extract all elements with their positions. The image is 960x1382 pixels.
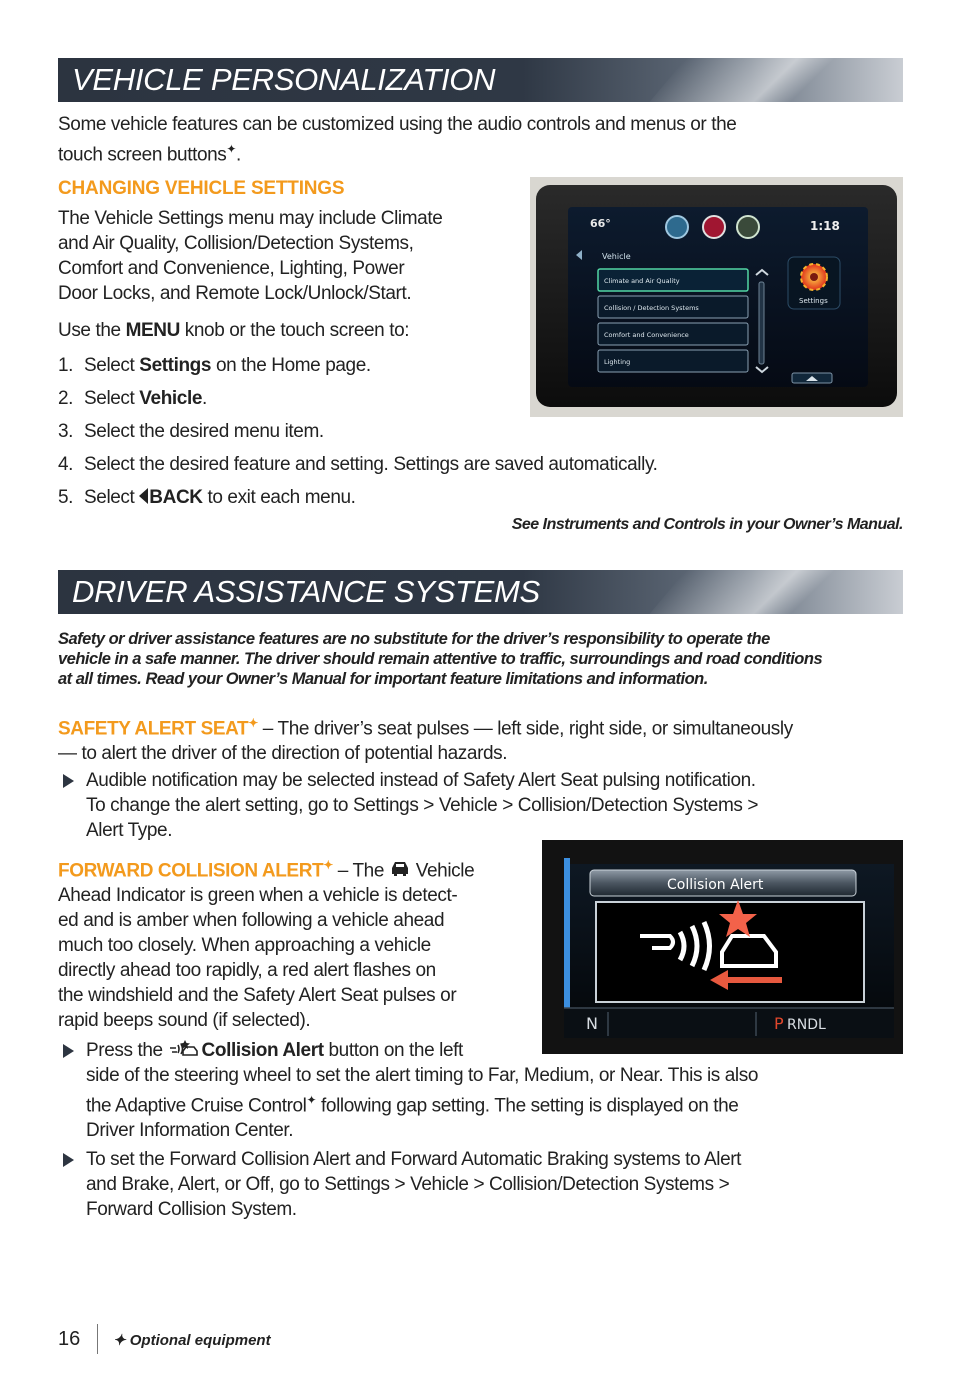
intro-line-2: touch screen buttons	[58, 144, 227, 166]
fca-line: Ahead Indicator is green when a vehicle is detect-	[58, 885, 458, 907]
forward-braking-text	[86, 1147, 906, 1222]
vehicle-ahead-icon	[389, 860, 411, 878]
fca-text: – The	[332, 860, 389, 882]
section-title: DRIVER ASSISTANCE SYSTEMS	[72, 574, 540, 609]
screen-time: 1:18	[810, 219, 840, 233]
section-title: VEHICLE PERSONALIZATION	[72, 62, 496, 97]
optional-equipment-note	[113, 1331, 271, 1349]
fca-line: much too closely. When approaching a vehicle	[58, 935, 431, 957]
safety-alert-seat-heading: SAFETY ALERT SEAT	[58, 718, 249, 740]
display-gear-rest: RNDL	[787, 1017, 826, 1033]
reference-note: See Instruments and Controls in your Owner’s Manual.	[511, 516, 903, 533]
fca-line: rapid beeps sound (if selected).	[58, 1010, 311, 1032]
step-number: 4.	[58, 454, 74, 475]
press-line: the Adaptive Cruise Control	[86, 1095, 307, 1117]
safety-alert-seat-text	[58, 711, 908, 766]
bullet-line: Alert Type.	[86, 820, 173, 841]
optional-equipment-label: Optional equipment	[129, 1332, 271, 1349]
header-decor	[650, 58, 903, 102]
collision-alert-display-photo	[542, 840, 903, 1054]
press-line: following gap setting. The setting is displayed on the	[316, 1095, 739, 1117]
para-line: and Air Quality, Collision/Detection Systems,	[58, 233, 414, 254]
bullet-line: To change the alert setting, go to Settings > Vehicle > Collision/Detection Systems >	[86, 795, 759, 816]
infotainment-screen-photo	[530, 177, 903, 417]
forward-collision-alert-text	[58, 853, 538, 1033]
optional-mark: ✦	[248, 716, 258, 730]
screen-header: Vehicle	[602, 252, 631, 261]
disclaimer-line: vehicle in a safe manner. The driver should remain attentive to traffic, surroundings and road conditions	[58, 650, 823, 668]
step-bold: Vehicle	[139, 388, 202, 409]
section-header-driver-assistance	[58, 570, 903, 614]
press-text: button on the left	[323, 1040, 463, 1061]
optional-mark: ✦	[113, 1332, 126, 1349]
screen-item-2: Collision / Detection Systems	[604, 304, 699, 312]
bullet-arrow-icon	[63, 1044, 74, 1058]
step-text: Select the desired menu item.	[84, 421, 324, 442]
intro-text	[58, 112, 908, 167]
para-line: Door Locks, and Remote Lock/Unlock/Start.	[58, 283, 412, 304]
step-text: Select the desired feature and setting. Settings are saved automatically.	[84, 454, 658, 475]
back-label: BACK	[149, 487, 203, 508]
step-5	[58, 481, 908, 514]
intro-line-1: Some vehicle features can be customized using the audio controls and menus or the	[58, 114, 737, 135]
bullet-line: Audible notification may be selected instead of Safety Alert Seat pulsing notification.	[86, 770, 756, 791]
para-line: Comfort and Convenience, Lighting, Power	[58, 258, 405, 279]
forward-collision-alert-heading: FORWARD COLLISION ALERT	[58, 860, 324, 882]
fca-text: Vehicle	[410, 860, 475, 882]
collision-alert-display-graphic	[542, 840, 903, 1054]
screen-temp: 66°	[590, 217, 611, 230]
step-number: 5.	[58, 487, 74, 508]
screen-settings-label: Settings	[799, 297, 828, 305]
step-number: 2.	[58, 388, 74, 409]
collision-alert-button-label: Collision Alert	[201, 1040, 324, 1061]
display-title: Collision Alert	[667, 877, 764, 893]
fca-line: directly ahead too rapidly, a red alert flashes on	[58, 960, 436, 982]
brake-line: and Brake, Alert, or Off, go to Settings > Vehicle > Collision/Detection Systems >	[86, 1174, 730, 1195]
seat-line-2: — to alert the driver of the direction of potential hazards.	[58, 743, 508, 765]
press-text: Press the	[86, 1040, 168, 1061]
bullet-arrow-icon	[63, 1153, 74, 1167]
screen-item-1: Climate and Air Quality	[604, 277, 680, 285]
press-line: Driver Information Center.	[86, 1120, 294, 1142]
collision-alert-icon	[168, 1039, 202, 1059]
press-line: side of the steering wheel to set the alert timing to Far, Medium, or Near. This is also	[86, 1065, 759, 1086]
fca-line: the windshield and the Safety Alert Seat pulses or	[58, 985, 457, 1007]
optional-mark: ✦	[226, 142, 237, 156]
use-post: knob or the touch screen to:	[179, 320, 410, 341]
infotainment-screen-graphic	[530, 177, 903, 417]
screen-item-4: Lighting	[604, 358, 631, 366]
step-text: to exit each menu.	[202, 487, 356, 508]
header-decor	[650, 570, 903, 614]
optional-mark: ✦	[306, 1093, 317, 1107]
use-pre: Use the	[58, 320, 126, 341]
step-number: 3.	[58, 421, 74, 442]
fca-line: ed and is amber when following a vehicle ahead	[58, 910, 445, 932]
display-gear-park: P	[774, 1014, 784, 1033]
screen-item-3: Comfort and Convenience	[604, 331, 689, 339]
changing-settings-heading: CHANGING VEHICLE SETTINGS	[58, 178, 345, 199]
step-number: 1.	[58, 355, 74, 376]
step-text: .	[202, 388, 207, 409]
step-4	[58, 448, 908, 481]
step-bold: Settings	[139, 355, 212, 376]
optional-mark: ✦	[323, 858, 333, 872]
step-text: on the Home page.	[211, 355, 371, 376]
display-gear-left: N	[586, 1014, 598, 1033]
section-header-vehicle-personalization	[58, 58, 903, 102]
step-3	[58, 415, 908, 448]
intro-line-2-end: .	[236, 144, 241, 166]
page-number: 16	[58, 1328, 81, 1350]
para-line: The Vehicle Settings menu may include Climate	[58, 208, 443, 229]
disclaimer-line: at all times. Read your Owner’s Manual for important feature limitations and information.	[58, 670, 708, 688]
brake-line: To set the Forward Collision Alert and Forward Automatic Braking systems to Alert	[86, 1149, 742, 1170]
disclaimer-line: Safety or driver assistance features are no substitute for the driver’s responsibility to operate the	[58, 630, 770, 648]
safety-disclaimer	[58, 629, 908, 689]
menu-knob-label: MENU	[125, 320, 180, 341]
step-text: Select	[84, 487, 140, 508]
seat-line-1: – The driver’s seat pulses — left side, right side, or simultaneously	[257, 718, 793, 740]
seat-bullet-text	[86, 768, 906, 843]
back-arrow-icon	[139, 488, 148, 504]
footer-divider	[97, 1324, 98, 1354]
step-text: Select	[84, 355, 140, 376]
bullet-arrow-icon	[63, 774, 74, 788]
brake-line: Forward Collision System.	[86, 1199, 297, 1220]
step-text: Select	[84, 388, 140, 409]
use-menu-text	[58, 318, 409, 343]
settings-paragraph	[58, 206, 518, 306]
